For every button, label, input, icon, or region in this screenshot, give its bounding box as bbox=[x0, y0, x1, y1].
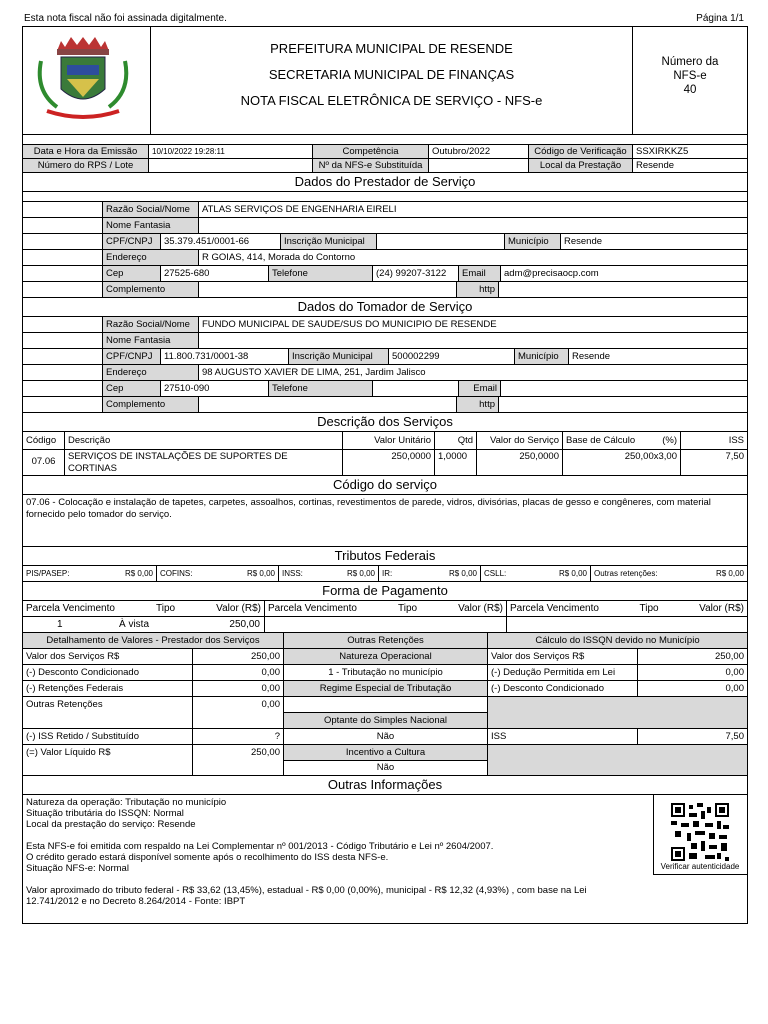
pagamento-empty-3 bbox=[507, 617, 747, 632]
det-outras-value: 0,00 bbox=[261, 699, 280, 710]
servico-pct: 3,00 bbox=[658, 451, 677, 462]
h-tipo-3: Tipo bbox=[639, 603, 659, 614]
csll-cell bbox=[481, 566, 591, 581]
spacer-cell bbox=[23, 234, 103, 249]
pis-label: PIS/PASEP: bbox=[26, 569, 70, 578]
servicos-h-base: Base de Cálculo bbox=[566, 435, 636, 446]
tomador-title: Dados do Tomador de Serviço bbox=[23, 298, 747, 317]
nfse-number: 40 bbox=[683, 84, 697, 96]
calc-iss-value: 7,50 bbox=[725, 731, 744, 742]
spacer bbox=[23, 135, 747, 145]
tomador-fantasia-label: Nome Fantasia bbox=[103, 333, 199, 348]
qr-code-icon[interactable] bbox=[671, 803, 729, 861]
det-outras bbox=[23, 697, 283, 729]
pagamento-h-2 bbox=[265, 601, 507, 616]
signature-note: Esta nota fiscal não foi assinada digitalmente. bbox=[24, 13, 227, 24]
prestador-http-label: http bbox=[457, 282, 499, 297]
tomador-razao-value: FUNDO MUNICIPAL DE SAUDE/SUS DO MUNICIPIO DE RESENDE bbox=[202, 319, 497, 330]
servicos-h-valor-servico: Valor do Serviço bbox=[477, 432, 563, 449]
spacer-cell bbox=[23, 365, 103, 380]
servicos-h-pct: (%) bbox=[662, 435, 677, 446]
spacer-cell bbox=[23, 397, 103, 412]
simples-label-row bbox=[284, 713, 487, 729]
pagamento-h-3 bbox=[507, 601, 747, 616]
page-number: Página 1/1 bbox=[696, 13, 744, 24]
prestador-endereco-label: Endereço bbox=[103, 250, 199, 265]
outras-value: R$ 0,00 bbox=[715, 569, 744, 578]
h-valor-2: Valor (R$) bbox=[458, 603, 503, 614]
spacer-cell bbox=[23, 202, 103, 217]
inss-value: R$ 0,00 bbox=[346, 569, 375, 578]
calc-valor-value: 250,00 bbox=[714, 651, 744, 662]
det-retencoes-value: 0,00 bbox=[261, 683, 280, 694]
tipo: À vista bbox=[119, 619, 150, 630]
calc-blank-2 bbox=[488, 745, 747, 775]
nfse-title: NOTA FISCAL ELETRÔNICA DE SERVIÇO - NFS-e bbox=[240, 93, 543, 108]
prestador-email-value: adm@precisaocp.com bbox=[504, 268, 599, 279]
tomador-email-value bbox=[501, 381, 747, 396]
outras-info-title: Outras Informações bbox=[23, 776, 747, 795]
det-valor-servicos-label: Valor dos Serviços R$ bbox=[23, 649, 193, 664]
natureza-value-row bbox=[284, 665, 487, 681]
det-valor-servicos bbox=[23, 649, 283, 665]
verificar-autenticidade-link[interactable]: Verificar autenticidade bbox=[660, 862, 740, 871]
prestador-cep-value: 27525-680 bbox=[161, 266, 269, 281]
spacer-cell bbox=[23, 333, 103, 348]
servicos-h-qtd: Qtd bbox=[435, 432, 477, 449]
incentivo-value-row bbox=[284, 761, 487, 775]
tributos-title: Tributos Federais bbox=[23, 547, 747, 566]
codigo-verificacao-value: SSXIRKKZ5 bbox=[636, 146, 689, 157]
servicos-h-valor-unit: Valor Unitário bbox=[343, 432, 435, 449]
ir-cell bbox=[379, 566, 481, 581]
calc-valor-label: Valor dos Serviços R$ bbox=[488, 649, 638, 664]
info-line-5: O crédito gerado estará disponível somente após o recolhimento do ISS desta NFS-e. bbox=[26, 852, 389, 863]
prestador-municipio-label: Município bbox=[505, 234, 561, 249]
tomador-razao-row bbox=[23, 317, 747, 333]
servicos-h-descricao: Descrição bbox=[65, 432, 343, 449]
servico-x: x bbox=[653, 451, 659, 462]
prestador-cnpj-row bbox=[23, 234, 747, 250]
rps-value bbox=[149, 159, 313, 172]
nfse-substituida-label: Nº da NFS-e Substituída bbox=[313, 159, 429, 172]
det-liquido-label: (=) Valor Líquido R$ bbox=[23, 745, 193, 775]
calc-iss bbox=[488, 729, 747, 745]
servico-iss: 7,50 bbox=[725, 451, 744, 462]
info-line-7: Valor aproximado do tributo federal - R$ 33,62 (13,45%), estadual - R$ 0,00 (0,00%), municipal - R$ 12,32 (4,93%) , com base na Lei bbox=[26, 885, 587, 896]
tomador-endereco-value: 98 AUGUSTO XAVIER DE LIMA, 251, Jardim Jalisco bbox=[202, 367, 426, 378]
tomador-telefone-label: Telefone bbox=[269, 381, 373, 396]
tomador-im-label: Inscrição Municipal bbox=[289, 349, 389, 364]
pis-value: R$ 0,00 bbox=[124, 569, 153, 578]
rps-label: Número do RPS / Lote bbox=[23, 159, 149, 172]
det-desconto bbox=[23, 665, 283, 681]
natureza-label-row bbox=[284, 649, 487, 665]
tomador-cnpj-label: CPF/CNPJ bbox=[103, 349, 161, 364]
local-prestacao-label: Local da Prestação bbox=[529, 159, 633, 172]
natureza-label: Natureza Operacional bbox=[339, 651, 432, 662]
info-line-1: Natureza da operação: Tributação no município bbox=[26, 797, 227, 808]
coat-of-arms-icon bbox=[27, 31, 147, 131]
spacer-cell bbox=[23, 218, 103, 233]
tomador-municipio-label: Município bbox=[515, 349, 569, 364]
nfse-document bbox=[22, 26, 748, 924]
csll-label: CSLL: bbox=[484, 569, 507, 578]
nfse-number-label-2: NFS-e bbox=[673, 70, 707, 82]
regime-value-row bbox=[284, 697, 487, 713]
tomador-email-label: Email bbox=[459, 381, 501, 396]
emissao-row-1 bbox=[23, 145, 747, 159]
nfse-number-box bbox=[633, 27, 747, 134]
spacer bbox=[23, 192, 747, 202]
pagamento-item bbox=[23, 617, 265, 632]
tomador-cnpj-row bbox=[23, 349, 747, 365]
servico-descricao-1: SERVIÇOS DE INSTALAÇÕES DE SUPORTES DE bbox=[68, 451, 288, 462]
info-line-8: 12.741/2012 e no Decreto 8.264/2014 - Fonte: IBPT bbox=[26, 896, 246, 907]
tomador-fantasia-value bbox=[199, 333, 747, 348]
prestador-complemento-row bbox=[23, 282, 747, 298]
prestador-http-value bbox=[499, 282, 747, 297]
incentivo-label-row bbox=[284, 745, 487, 761]
local-prestacao-value: Resende bbox=[636, 160, 675, 171]
prefeitura-title: PREFEITURA MUNICIPAL DE RESENDE bbox=[270, 41, 513, 56]
det-retencoes-label: (-) Retenções Federais bbox=[23, 681, 193, 696]
prestador-im-label: Inscrição Municipal bbox=[281, 234, 377, 249]
prestador-fantasia-value bbox=[199, 218, 747, 233]
header bbox=[23, 27, 747, 135]
calc-blank bbox=[488, 697, 747, 729]
incentivo-label: Incentivo a Cultura bbox=[345, 747, 426, 758]
outras-retencoes-col bbox=[284, 649, 488, 775]
h-parcela-3: Parcela Vencimento bbox=[510, 603, 599, 614]
h-parcela-1: Parcela Vencimento bbox=[26, 603, 115, 614]
h-outras-retencoes: Outras Retenções bbox=[284, 633, 488, 648]
info-line-2: Situação tributária do ISSQN: Normal bbox=[26, 808, 184, 819]
nfse-number-label-1: Número da bbox=[661, 56, 719, 68]
cofins-value: R$ 0,00 bbox=[246, 569, 275, 578]
servico-descricao-2: CORTINAS bbox=[68, 463, 117, 474]
pagamento-header bbox=[23, 601, 747, 617]
servicos-title: Descrição dos Serviços bbox=[23, 413, 747, 432]
data-emissao-label: Data e Hora da Emissão bbox=[23, 145, 149, 158]
det-iss-retido-label: (-) ISS Retido / Substituído bbox=[23, 729, 193, 744]
prestador-telefone-value: (24) 99207-3122 bbox=[373, 266, 459, 281]
valores-body bbox=[23, 649, 747, 776]
outras-info-text bbox=[23, 795, 653, 923]
tomador-http-label: http bbox=[457, 397, 499, 412]
outras-cell bbox=[591, 566, 747, 581]
competencia-value: Outubro/2022 bbox=[429, 145, 529, 158]
tomador-endereco-label: Endereço bbox=[103, 365, 199, 380]
cofins-cell bbox=[157, 566, 279, 581]
h-calculo: Cálculo do ISSQN devido no Município bbox=[488, 633, 747, 648]
det-desconto-value: 0,00 bbox=[261, 667, 280, 678]
outras-label: Outras retenções: bbox=[594, 569, 658, 578]
h-valor-3: Valor (R$) bbox=[699, 603, 744, 614]
emissao-row-2 bbox=[23, 159, 747, 173]
spacer-cell bbox=[23, 266, 103, 281]
prestador-fantasia-label: Nome Fantasia bbox=[103, 218, 199, 233]
pagamento-title: Forma de Pagamento bbox=[23, 582, 747, 601]
prestador-cep-row bbox=[23, 266, 747, 282]
servicos-h-codigo: Código bbox=[23, 432, 65, 449]
tomador-fantasia-row bbox=[23, 333, 747, 349]
prestador-complemento-value bbox=[199, 282, 457, 297]
servico-base-cell bbox=[563, 450, 681, 475]
tributos-row bbox=[23, 566, 747, 582]
tomador-municipio-value: Resende bbox=[572, 351, 611, 362]
prestador-razao-row bbox=[23, 202, 747, 218]
header-titles bbox=[151, 27, 633, 134]
info-line-6: Situação NFS-e: Normal bbox=[26, 863, 129, 874]
det-liquido-value: 250,00 bbox=[250, 747, 280, 758]
calculo-col bbox=[488, 649, 747, 775]
servicos-h-base-cell bbox=[563, 432, 681, 449]
prestador-fantasia-row bbox=[23, 218, 747, 234]
pagamento-row bbox=[23, 617, 747, 633]
prestador-email-label: Email bbox=[459, 266, 501, 281]
calc-desconto-value: 0,00 bbox=[725, 683, 744, 694]
det-retencoes bbox=[23, 681, 283, 697]
h-valor-1: Valor (R$) bbox=[216, 603, 261, 614]
pis-cell bbox=[23, 566, 157, 581]
h-detalhamento: Detalhamento de Valores - Prestador dos Serviços bbox=[23, 633, 284, 648]
prestador-cnpj-label: CPF/CNPJ bbox=[103, 234, 161, 249]
calc-valor bbox=[488, 649, 747, 665]
calc-deducao-label: (-) Dedução Permitida em Lei bbox=[488, 665, 638, 680]
calc-iss-label: ISS bbox=[488, 729, 638, 744]
prestador-im-value bbox=[377, 234, 505, 249]
simples-value-row bbox=[284, 729, 487, 745]
servicos-header bbox=[23, 432, 747, 450]
servico-valor-servico: 250,0000 bbox=[477, 450, 563, 475]
prestador-endereco-row bbox=[23, 250, 747, 266]
servico-codigo: 07.06 bbox=[23, 450, 65, 475]
city-coat-of-arms bbox=[23, 27, 151, 134]
prestador-razao-value: ATLAS SERVIÇOS DE ENGENHARIA EIRELI bbox=[202, 204, 397, 215]
info-line-3: Local da prestação do serviço: Resende bbox=[26, 819, 196, 830]
ir-label: IR: bbox=[382, 569, 393, 578]
prestador-telefone-label: Telefone bbox=[269, 266, 373, 281]
cofins-label: COFINS: bbox=[160, 569, 193, 578]
calc-deducao-value: 0,00 bbox=[725, 667, 744, 678]
servicos-h-iss: ISS bbox=[728, 435, 744, 446]
valor: 250,00 bbox=[229, 619, 260, 630]
h-parcela-2: Parcela Vencimento bbox=[268, 603, 357, 614]
servico-base: 250,00 bbox=[624, 451, 654, 462]
prestador-razao-label: Razão Social/Nome bbox=[103, 202, 199, 217]
outras-info-body bbox=[23, 795, 747, 923]
spacer-cell bbox=[23, 349, 103, 364]
calc-deducao bbox=[488, 665, 747, 681]
servico-descricao bbox=[65, 450, 343, 475]
prestador-municipio-value: Resende bbox=[564, 236, 603, 247]
codigo-servico-title: Código do serviço bbox=[23, 476, 747, 495]
tomador-razao-label: Razão Social/Nome bbox=[103, 317, 199, 332]
regime-value bbox=[284, 697, 487, 712]
prestador-title: Dados do Prestador de Serviço bbox=[23, 173, 747, 192]
tomador-telefone-value bbox=[373, 381, 459, 396]
spacer-cell bbox=[23, 282, 103, 297]
prestador-cnpj-value: 35.379.451/0001-66 bbox=[161, 234, 281, 249]
nfse-substituida-value bbox=[429, 159, 529, 172]
natureza-value: 1 - Tributação no município bbox=[328, 667, 443, 678]
servico-valor-unit: 250,0000 bbox=[343, 450, 435, 475]
tomador-complemento-row bbox=[23, 397, 747, 413]
ir-value: R$ 0,00 bbox=[448, 569, 477, 578]
spacer-cell bbox=[23, 317, 103, 332]
prestador-endereco-value: R GOIAS, 414, Morada do Contorno bbox=[202, 252, 356, 263]
spacer-cell bbox=[23, 250, 103, 265]
pagamento-h-1 bbox=[23, 601, 265, 616]
tomador-im-value: 500002299 bbox=[389, 349, 515, 364]
valores-header bbox=[23, 633, 747, 649]
servico-qtd: 1,0000 bbox=[435, 450, 477, 475]
prestador-cep-label: Cep bbox=[103, 266, 161, 281]
tomador-complemento-value bbox=[199, 397, 457, 412]
calc-desconto-label: (-) Desconto Condicionado bbox=[488, 681, 638, 696]
qr-area bbox=[653, 795, 747, 923]
h-tipo-2: Tipo bbox=[398, 603, 418, 614]
tomador-complemento-label: Complemento bbox=[103, 397, 199, 412]
prestador-complemento-label: Complemento bbox=[103, 282, 199, 297]
tomador-cep-row bbox=[23, 381, 747, 397]
inss-cell bbox=[279, 566, 379, 581]
tomador-cep-label: Cep bbox=[103, 381, 161, 396]
det-iss-retido-value: ? bbox=[274, 731, 280, 742]
h-tipo-1: Tipo bbox=[156, 603, 176, 614]
csll-value: R$ 0,00 bbox=[558, 569, 587, 578]
tomador-endereco-row bbox=[23, 365, 747, 381]
codigo-servico-text: 07.06 - Colocação e instalação de tapetes, carpetes, assoalhos, cortinas, revestimentos de parede, vidros, divisórias, placas de gesso e congêneres, com material fornecido pelo tomador do serviço. bbox=[23, 495, 747, 547]
det-desconto-label: (-) Desconto Condicionado bbox=[23, 665, 193, 680]
det-iss-retido bbox=[23, 729, 283, 745]
calc-desconto bbox=[488, 681, 747, 697]
secretaria-title: SECRETARIA MUNICIPAL DE FINANÇAS bbox=[268, 67, 515, 82]
spacer-cell bbox=[23, 381, 103, 396]
detalhamento-col bbox=[23, 649, 284, 775]
data-emissao-value: 10/10/2022 19:28:11 bbox=[149, 145, 313, 158]
simples-label: Optante do Simples Nacional bbox=[323, 715, 448, 726]
tomador-http-value bbox=[499, 397, 747, 412]
inss-label: INSS: bbox=[282, 569, 303, 578]
competencia-label: Competência bbox=[313, 145, 429, 158]
regime-label: Regime Especial de Tributação bbox=[319, 683, 452, 694]
simples-value: Não bbox=[376, 731, 395, 742]
det-liquido bbox=[23, 745, 283, 775]
codigo-verificacao-label: Código de Verificação bbox=[529, 145, 633, 158]
det-valor-servicos-value: 250,00 bbox=[250, 651, 280, 662]
regime-label-row bbox=[284, 681, 487, 697]
parcela: 1 bbox=[57, 619, 63, 630]
tomador-cep-value: 27510-090 bbox=[161, 381, 269, 396]
incentivo-value: Não bbox=[376, 762, 395, 773]
det-outras-label: Outras Retenções bbox=[23, 697, 193, 728]
servicos-item-row bbox=[23, 450, 747, 476]
pagamento-empty-2 bbox=[265, 617, 507, 632]
info-line-4: Esta NFS-e foi emitida com respaldo na Lei Complementar nº 001/2013 - Código Tributário e Lei nº 2604/2007. bbox=[26, 841, 494, 852]
tomador-cnpj-value: 11.800.731/0001-38 bbox=[161, 349, 289, 364]
